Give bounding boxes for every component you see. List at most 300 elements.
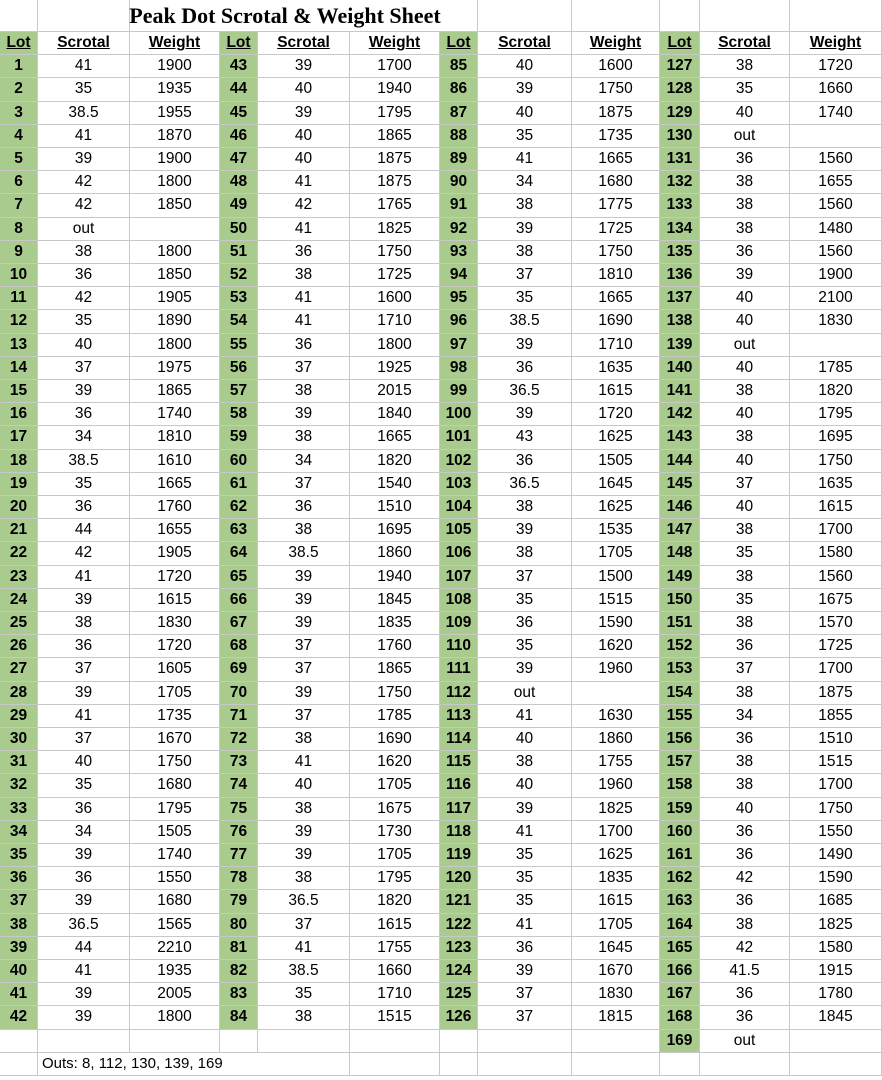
- weight-value[interactable]: 1635: [572, 357, 660, 380]
- scrotal-value[interactable]: 35: [38, 774, 130, 797]
- weight-value[interactable]: 1875: [790, 682, 882, 705]
- lot-number[interactable]: 96: [440, 310, 478, 333]
- weight-value[interactable]: 1730: [350, 821, 440, 844]
- scrotal-value[interactable]: 36.5: [478, 380, 572, 403]
- lot-number[interactable]: 6: [0, 171, 38, 194]
- weight-value[interactable]: 2015: [350, 380, 440, 403]
- scrotal-value[interactable]: 34: [38, 426, 130, 449]
- weight-value[interactable]: 1825: [350, 218, 440, 241]
- lot-number[interactable]: 155: [660, 705, 700, 728]
- lot-number[interactable]: 71: [220, 705, 258, 728]
- scrotal-value[interactable]: out: [38, 218, 130, 241]
- scrotal-value[interactable]: 38: [258, 380, 350, 403]
- scrotal-value[interactable]: 37: [700, 473, 790, 496]
- weight-value[interactable]: [130, 218, 220, 241]
- weight-value[interactable]: 1670: [130, 728, 220, 751]
- lot-number[interactable]: 46: [220, 125, 258, 148]
- scrotal-value[interactable]: 36: [700, 821, 790, 844]
- lot-number[interactable]: 90: [440, 171, 478, 194]
- weight-value[interactable]: 1720: [572, 403, 660, 426]
- weight-value[interactable]: 1680: [130, 774, 220, 797]
- scrotal-value[interactable]: 41: [38, 125, 130, 148]
- weight-value[interactable]: 1490: [790, 844, 882, 867]
- scrotal-value[interactable]: 38: [700, 519, 790, 542]
- lot-number[interactable]: 47: [220, 148, 258, 171]
- weight-value[interactable]: 1535: [572, 519, 660, 542]
- weight-value[interactable]: 1615: [130, 589, 220, 612]
- weight-value[interactable]: 1705: [350, 844, 440, 867]
- lot-number[interactable]: 120: [440, 867, 478, 890]
- lot-number[interactable]: 43: [220, 55, 258, 78]
- lot-number[interactable]: 133: [660, 194, 700, 217]
- lot-number[interactable]: 72: [220, 728, 258, 751]
- weight-value[interactable]: 2005: [130, 983, 220, 1006]
- weight-value[interactable]: 1780: [790, 983, 882, 1006]
- weight-value[interactable]: 1725: [790, 635, 882, 658]
- lot-number[interactable]: 113: [440, 705, 478, 728]
- scrotal-value[interactable]: 39: [258, 821, 350, 844]
- lot-number[interactable]: 157: [660, 751, 700, 774]
- header-weight[interactable]: Weight: [790, 32, 882, 55]
- lot-number[interactable]: 5: [0, 148, 38, 171]
- scrotal-value[interactable]: 35: [478, 890, 572, 913]
- lot-number[interactable]: 57: [220, 380, 258, 403]
- weight-value[interactable]: 1665: [572, 287, 660, 310]
- scrotal-value[interactable]: 40: [700, 450, 790, 473]
- lot-number[interactable]: 68: [220, 635, 258, 658]
- lot-number[interactable]: 24: [0, 589, 38, 612]
- lot-number[interactable]: 129: [660, 102, 700, 125]
- scrotal-value[interactable]: 39: [258, 844, 350, 867]
- weight-value[interactable]: 1800: [130, 1006, 220, 1029]
- lot-number[interactable]: 152: [660, 635, 700, 658]
- empty-cell[interactable]: [0, 1030, 38, 1053]
- scrotal-value[interactable]: 35: [700, 78, 790, 101]
- scrotal-value[interactable]: 41: [38, 960, 130, 983]
- lot-number[interactable]: 54: [220, 310, 258, 333]
- lot-number[interactable]: 82: [220, 960, 258, 983]
- scrotal-value[interactable]: 40: [700, 102, 790, 125]
- scrotal-value[interactable]: 42: [258, 194, 350, 217]
- lot-number[interactable]: 87: [440, 102, 478, 125]
- empty-cell[interactable]: [700, 0, 790, 32]
- scrotal-value[interactable]: 35: [478, 867, 572, 890]
- header-lot[interactable]: Lot: [0, 32, 38, 55]
- empty-cell[interactable]: [572, 1053, 660, 1076]
- scrotal-value[interactable]: 34: [700, 705, 790, 728]
- weight-value[interactable]: 1480: [790, 218, 882, 241]
- scrotal-value[interactable]: 35: [38, 310, 130, 333]
- scrotal-value[interactable]: 38: [700, 171, 790, 194]
- lot-number[interactable]: 107: [440, 566, 478, 589]
- scrotal-value[interactable]: 38: [38, 612, 130, 635]
- scrotal-value[interactable]: 38: [258, 728, 350, 751]
- weight-value[interactable]: 1835: [572, 867, 660, 890]
- lot-number[interactable]: 125: [440, 983, 478, 1006]
- scrotal-value[interactable]: 37: [258, 357, 350, 380]
- weight-value[interactable]: 1735: [130, 705, 220, 728]
- weight-value[interactable]: 1875: [572, 102, 660, 125]
- weight-value[interactable]: 1590: [572, 612, 660, 635]
- weight-value[interactable]: 1670: [572, 960, 660, 983]
- weight-value[interactable]: 1750: [790, 798, 882, 821]
- lot-number[interactable]: 164: [660, 914, 700, 937]
- scrotal-value[interactable]: 38.5: [38, 102, 130, 125]
- scrotal-value[interactable]: 38: [700, 774, 790, 797]
- lot-number[interactable]: 104: [440, 496, 478, 519]
- weight-value[interactable]: 1510: [350, 496, 440, 519]
- lot-number[interactable]: 69: [220, 658, 258, 681]
- scrotal-value[interactable]: 37: [258, 635, 350, 658]
- weight-value[interactable]: 1825: [572, 798, 660, 821]
- scrotal-value[interactable]: 38: [258, 798, 350, 821]
- lot-number[interactable]: 123: [440, 937, 478, 960]
- lot-number[interactable]: 14: [0, 357, 38, 380]
- weight-value[interactable]: 1845: [350, 589, 440, 612]
- weight-value[interactable]: 1760: [130, 496, 220, 519]
- lot-number[interactable]: 102: [440, 450, 478, 473]
- scrotal-value[interactable]: 38: [700, 566, 790, 589]
- scrotal-value[interactable]: 41: [258, 218, 350, 241]
- weight-value[interactable]: 1810: [130, 426, 220, 449]
- header-weight[interactable]: Weight: [130, 32, 220, 55]
- lot-number[interactable]: 117: [440, 798, 478, 821]
- lot-number[interactable]: 62: [220, 496, 258, 519]
- lot-number[interactable]: 30: [0, 728, 38, 751]
- lot-number[interactable]: 36: [0, 867, 38, 890]
- lot-number[interactable]: 70: [220, 682, 258, 705]
- weight-value[interactable]: 1625: [572, 844, 660, 867]
- scrotal-value[interactable]: 40: [700, 287, 790, 310]
- weight-value[interactable]: 1700: [350, 55, 440, 78]
- weight-value[interactable]: [790, 334, 882, 357]
- weight-value[interactable]: 2210: [130, 937, 220, 960]
- weight-value[interactable]: 1665: [130, 473, 220, 496]
- scrotal-value[interactable]: 39: [478, 960, 572, 983]
- scrotal-value[interactable]: 40: [478, 774, 572, 797]
- scrotal-value[interactable]: 40: [258, 125, 350, 148]
- lot-number[interactable]: 97: [440, 334, 478, 357]
- weight-value[interactable]: 1850: [130, 194, 220, 217]
- scrotal-value[interactable]: 38.5: [478, 310, 572, 333]
- scrotal-value[interactable]: 41: [258, 937, 350, 960]
- weight-value[interactable]: 1515: [790, 751, 882, 774]
- weight-value[interactable]: 1830: [130, 612, 220, 635]
- scrotal-value[interactable]: 39: [478, 519, 572, 542]
- empty-cell[interactable]: [440, 1030, 478, 1053]
- scrotal-value[interactable]: 37: [258, 658, 350, 681]
- scrotal-value[interactable]: 36: [38, 264, 130, 287]
- scrotal-value[interactable]: 36: [478, 612, 572, 635]
- weight-value[interactable]: 1750: [790, 450, 882, 473]
- weight-value[interactable]: 1960: [572, 658, 660, 681]
- empty-cell[interactable]: [258, 1030, 350, 1053]
- scrotal-value[interactable]: 42: [700, 937, 790, 960]
- weight-value[interactable]: 1740: [130, 403, 220, 426]
- weight-value[interactable]: 1765: [350, 194, 440, 217]
- scrotal-value[interactable]: 37: [478, 264, 572, 287]
- weight-value[interactable]: 1760: [350, 635, 440, 658]
- scrotal-value[interactable]: 40: [478, 728, 572, 751]
- scrotal-value[interactable]: 34: [478, 171, 572, 194]
- weight-value[interactable]: [572, 682, 660, 705]
- lot-number[interactable]: 38: [0, 914, 38, 937]
- scrotal-value[interactable]: 38: [700, 612, 790, 635]
- scrotal-value[interactable]: 38: [258, 519, 350, 542]
- lot-number[interactable]: 145: [660, 473, 700, 496]
- scrotal-value[interactable]: 38: [700, 751, 790, 774]
- weight-value[interactable]: 1600: [350, 287, 440, 310]
- lot-number[interactable]: 83: [220, 983, 258, 1006]
- lot-number[interactable]: 127: [660, 55, 700, 78]
- scrotal-value[interactable]: 38: [700, 426, 790, 449]
- scrotal-value[interactable]: out: [700, 1030, 790, 1053]
- scrotal-value[interactable]: 37: [478, 983, 572, 1006]
- weight-value[interactable]: 1865: [350, 125, 440, 148]
- empty-cell[interactable]: [572, 1030, 660, 1053]
- lot-number[interactable]: 151: [660, 612, 700, 635]
- empty-cell[interactable]: [440, 0, 478, 32]
- weight-value[interactable]: 1580: [790, 937, 882, 960]
- scrotal-value[interactable]: 40: [258, 148, 350, 171]
- lot-number[interactable]: 74: [220, 774, 258, 797]
- scrotal-value[interactable]: 42: [38, 194, 130, 217]
- lot-number[interactable]: 140: [660, 357, 700, 380]
- scrotal-value[interactable]: 42: [700, 867, 790, 890]
- weight-value[interactable]: 1505: [572, 450, 660, 473]
- weight-value[interactable]: 1935: [130, 960, 220, 983]
- scrotal-value[interactable]: 38: [258, 867, 350, 890]
- scrotal-value[interactable]: 35: [478, 589, 572, 612]
- lot-number[interactable]: 138: [660, 310, 700, 333]
- weight-value[interactable]: 1665: [572, 148, 660, 171]
- scrotal-value[interactable]: 35: [38, 473, 130, 496]
- weight-value[interactable]: 1785: [790, 357, 882, 380]
- weight-value[interactable]: 1590: [790, 867, 882, 890]
- scrotal-value[interactable]: 38: [478, 751, 572, 774]
- scrotal-value[interactable]: 39: [38, 682, 130, 705]
- weight-value[interactable]: 1560: [790, 148, 882, 171]
- scrotal-value[interactable]: 36: [38, 867, 130, 890]
- scrotal-value[interactable]: 38: [478, 194, 572, 217]
- weight-value[interactable]: 1510: [790, 728, 882, 751]
- lot-number[interactable]: 130: [660, 125, 700, 148]
- lot-number[interactable]: 75: [220, 798, 258, 821]
- weight-value[interactable]: 1540: [350, 473, 440, 496]
- scrotal-value[interactable]: 37: [38, 658, 130, 681]
- scrotal-value[interactable]: 39: [478, 658, 572, 681]
- scrotal-value[interactable]: 41: [38, 566, 130, 589]
- scrotal-value[interactable]: out: [700, 125, 790, 148]
- scrotal-value[interactable]: 41: [478, 148, 572, 171]
- lot-number[interactable]: 124: [440, 960, 478, 983]
- weight-value[interactable]: 1755: [572, 751, 660, 774]
- scrotal-value[interactable]: 36.5: [258, 890, 350, 913]
- header-scrotal[interactable]: Scrotal: [38, 32, 130, 55]
- lot-number[interactable]: 59: [220, 426, 258, 449]
- header-lot[interactable]: Lot: [440, 32, 478, 55]
- weight-value[interactable]: 1560: [790, 194, 882, 217]
- weight-value[interactable]: 1925: [350, 357, 440, 380]
- lot-number[interactable]: 168: [660, 1006, 700, 1029]
- weight-value[interactable]: 1915: [790, 960, 882, 983]
- weight-value[interactable]: 1610: [130, 450, 220, 473]
- scrotal-value[interactable]: 39: [478, 403, 572, 426]
- weight-value[interactable]: 1515: [350, 1006, 440, 1029]
- weight-value[interactable]: 1560: [790, 241, 882, 264]
- lot-number[interactable]: 20: [0, 496, 38, 519]
- weight-value[interactable]: 1690: [572, 310, 660, 333]
- weight-value[interactable]: 1615: [350, 914, 440, 937]
- scrotal-value[interactable]: 40: [258, 774, 350, 797]
- scrotal-value[interactable]: 36.5: [478, 473, 572, 496]
- scrotal-value[interactable]: 34: [38, 821, 130, 844]
- weight-value[interactable]: 1830: [572, 983, 660, 1006]
- weight-value[interactable]: 1835: [350, 612, 440, 635]
- weight-value[interactable]: 1705: [572, 914, 660, 937]
- lot-number[interactable]: 91: [440, 194, 478, 217]
- scrotal-value[interactable]: 37: [478, 566, 572, 589]
- weight-value[interactable]: 1645: [572, 937, 660, 960]
- weight-value[interactable]: 1800: [130, 171, 220, 194]
- lot-number[interactable]: 65: [220, 566, 258, 589]
- scrotal-value[interactable]: 39: [478, 798, 572, 821]
- scrotal-value[interactable]: 38: [478, 496, 572, 519]
- scrotal-value[interactable]: 36: [700, 1006, 790, 1029]
- lot-number[interactable]: 93: [440, 241, 478, 264]
- lot-number[interactable]: 139: [660, 334, 700, 357]
- weight-value[interactable]: 1750: [572, 78, 660, 101]
- scrotal-value[interactable]: 42: [38, 542, 130, 565]
- scrotal-value[interactable]: 36: [38, 798, 130, 821]
- weight-value[interactable]: 1600: [572, 55, 660, 78]
- scrotal-value[interactable]: 39: [38, 380, 130, 403]
- lot-number[interactable]: 33: [0, 798, 38, 821]
- lot-number[interactable]: 4: [0, 125, 38, 148]
- lot-number[interactable]: 18: [0, 450, 38, 473]
- scrotal-value[interactable]: 38: [478, 542, 572, 565]
- lot-number[interactable]: 32: [0, 774, 38, 797]
- empty-cell[interactable]: [790, 1053, 882, 1076]
- empty-cell[interactable]: [350, 1030, 440, 1053]
- scrotal-value[interactable]: 36: [700, 241, 790, 264]
- weight-value[interactable]: 1840: [350, 403, 440, 426]
- lot-number[interactable]: 150: [660, 589, 700, 612]
- weight-value[interactable]: 1720: [790, 55, 882, 78]
- scrotal-value[interactable]: 36.5: [38, 914, 130, 937]
- weight-value[interactable]: 1875: [350, 171, 440, 194]
- lot-number[interactable]: 21: [0, 519, 38, 542]
- weight-value[interactable]: 1815: [572, 1006, 660, 1029]
- lot-number[interactable]: 106: [440, 542, 478, 565]
- lot-number[interactable]: 85: [440, 55, 478, 78]
- lot-number[interactable]: 16: [0, 403, 38, 426]
- weight-value[interactable]: 1735: [572, 125, 660, 148]
- scrotal-value[interactable]: 41: [38, 705, 130, 728]
- weight-value[interactable]: 1660: [790, 78, 882, 101]
- lot-number[interactable]: 1: [0, 55, 38, 78]
- scrotal-value[interactable]: 40: [38, 334, 130, 357]
- lot-number[interactable]: 131: [660, 148, 700, 171]
- scrotal-value[interactable]: 35: [258, 983, 350, 1006]
- lot-number[interactable]: 98: [440, 357, 478, 380]
- weight-value[interactable]: 1515: [572, 589, 660, 612]
- scrotal-value[interactable]: 42: [38, 287, 130, 310]
- lot-number[interactable]: 9: [0, 241, 38, 264]
- weight-value[interactable]: 1635: [790, 473, 882, 496]
- lot-number[interactable]: 156: [660, 728, 700, 751]
- lot-number[interactable]: 55: [220, 334, 258, 357]
- weight-value[interactable]: 1775: [572, 194, 660, 217]
- weight-value[interactable]: 1720: [130, 635, 220, 658]
- weight-value[interactable]: [790, 1030, 882, 1053]
- weight-value[interactable]: 1685: [790, 890, 882, 913]
- scrotal-value[interactable]: 36: [38, 403, 130, 426]
- lot-number[interactable]: 66: [220, 589, 258, 612]
- lot-number[interactable]: 40: [0, 960, 38, 983]
- lot-number[interactable]: 44: [220, 78, 258, 101]
- scrotal-value[interactable]: 37: [478, 1006, 572, 1029]
- scrotal-value[interactable]: 37: [38, 728, 130, 751]
- weight-value[interactable]: 1500: [572, 566, 660, 589]
- weight-value[interactable]: 1905: [130, 287, 220, 310]
- weight-value[interactable]: 1725: [572, 218, 660, 241]
- scrotal-value[interactable]: 40: [258, 78, 350, 101]
- scrotal-value[interactable]: 38: [258, 1006, 350, 1029]
- weight-value[interactable]: 1605: [130, 658, 220, 681]
- empty-cell[interactable]: [700, 1053, 790, 1076]
- scrotal-value[interactable]: 35: [38, 78, 130, 101]
- scrotal-value[interactable]: 36: [258, 334, 350, 357]
- lot-number[interactable]: 143: [660, 426, 700, 449]
- lot-number[interactable]: 41: [0, 983, 38, 1006]
- weight-value[interactable]: 1570: [790, 612, 882, 635]
- weight-value[interactable]: 1655: [130, 519, 220, 542]
- scrotal-value[interactable]: 39: [258, 682, 350, 705]
- weight-value[interactable]: 2100: [790, 287, 882, 310]
- weight-value[interactable]: [790, 125, 882, 148]
- lot-number[interactable]: 49: [220, 194, 258, 217]
- lot-number[interactable]: 100: [440, 403, 478, 426]
- scrotal-value[interactable]: 38.5: [258, 542, 350, 565]
- empty-cell[interactable]: [478, 1053, 572, 1076]
- lot-number[interactable]: 31: [0, 751, 38, 774]
- empty-cell[interactable]: [440, 1053, 478, 1076]
- weight-value[interactable]: 1665: [350, 426, 440, 449]
- weight-value[interactable]: 1705: [350, 774, 440, 797]
- weight-value[interactable]: 1860: [572, 728, 660, 751]
- scrotal-value[interactable]: 40: [38, 751, 130, 774]
- weight-value[interactable]: 1710: [572, 334, 660, 357]
- weight-value[interactable]: 1940: [350, 78, 440, 101]
- scrotal-value[interactable]: 38: [700, 218, 790, 241]
- header-weight[interactable]: Weight: [572, 32, 660, 55]
- scrotal-value[interactable]: 36: [38, 635, 130, 658]
- lot-number[interactable]: 149: [660, 566, 700, 589]
- scrotal-value[interactable]: 38: [258, 426, 350, 449]
- scrotal-value[interactable]: 40: [700, 357, 790, 380]
- lot-number[interactable]: 121: [440, 890, 478, 913]
- lot-number[interactable]: 94: [440, 264, 478, 287]
- lot-number[interactable]: 141: [660, 380, 700, 403]
- lot-number[interactable]: 166: [660, 960, 700, 983]
- lot-number[interactable]: 128: [660, 78, 700, 101]
- weight-value[interactable]: 1675: [350, 798, 440, 821]
- weight-value[interactable]: 1700: [790, 658, 882, 681]
- lot-number[interactable]: 89: [440, 148, 478, 171]
- weight-value[interactable]: 1625: [572, 426, 660, 449]
- lot-number[interactable]: 108: [440, 589, 478, 612]
